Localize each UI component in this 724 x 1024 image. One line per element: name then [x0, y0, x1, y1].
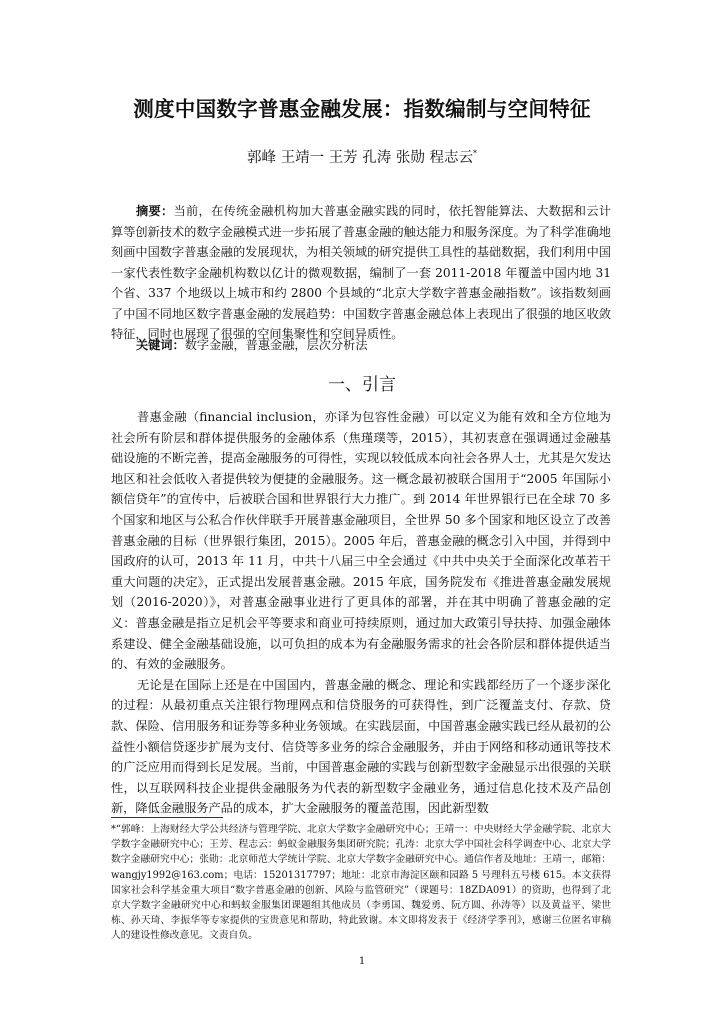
author-names: 郭峰 王靖一 王芳 孔涛 张勋 程志云 — [246, 150, 474, 166]
abstract-label: 摘要： — [136, 204, 174, 218]
author-footnote: *“郭峰：上海财经大学公共经济与管理学院、北京大学数字金融研究中心；王靖一：中央财经大学金融学院、北京大学数字金融研究中心；王芳、程志云：蚂蚁金融服务集团研究院；孔涛：北京大学中国社会科学调查中心、北京大学数字金融研究中心；张勋：北京师范大学统计学院、北京大学数字金融研究中心。通信作者及地址：王靖一，邮箱：wangjy1992@163.com；电话：15201317797；地址：北京市海淀区颐和园路 5 号理科五号楼 615。本文获得国家社会科学基金重大项目“数字普惠金融的创新、风险与监管研究”（课题号：18ZDA091）的资助，也得到了北京大学数字金融研究中心和蚂蚁金服集团课题组其他成员（李勇国、魏爱勇、阮方圆、孙涛等）以及黄益平、梁世栋、孙天琦、李振华等专家提供的宝贵意见和帮助，特此致谢。本文即将发表于《经济学季刊》，感谢三位匿名审稿人的建设性修改意见。文责自负。 — [111, 824, 611, 942]
body-paragraph: 无论是在国际上还是在中国国内，普惠金融的概念、理论和实践都经历了一个逐步深化的过程：从最初重点关注银行物理网点和信贷服务的可获得性，到广泛覆盖支付、存款、贷款、保险、信用服务和证券等多种业务领域。在实践层面，中国普惠金融实践已经从最初的公益性小额信贷逐步扩展为支付、信贷等多业务的综合金融服务，并由于网络和移动通讯等技术的广泛应用而得到长足发展。当前，中国普惠金融的实践与创新型数字金融显示出很强的关联性，以互联网科技企业提供金融服务为代表的新型数字金融业务，通过信息化技术及产品创新，降低金融服务产品的成本，扩大金融服务的覆盖范围，因此新型数 — [111, 677, 611, 816]
section-heading-introduction: 一、引言 — [328, 375, 396, 395]
abstract — [111, 201, 611, 345]
section-body — [111, 407, 611, 819]
author-footnote-mark: * — [473, 149, 478, 159]
body-paragraph: 普惠金融（financial inclusion，亦译为包容性金融）可以定义为能有效和全方位地为社会所有阶层和群体提供服务的金融体系（焦瑾璞等，2015），其初衷意在强调通过金融基础设施的不断完善，提高金融服务的可得性，实现以较低成本向社会各界人士，尤其是欠发达地区和社会低收入者提供较为便捷的金融服务。这一概念最初被联合国用于“2005 年国际小额信贷年”的宣传中，后被联合国和世界银行大力推广。到 2014 年世界银行已在全球 70 多个国家和地区与公私合作伙伴联手开展普惠金融项目，全世界 50 多个国家和地区设立了改善普惠金融的目标（世界银行集团，2015）。2005 年后，普惠金融的概念引入中国，并得到中国政府的认可，2013 年 11 月，中共十八届三中全会通过《中共中央关于全面深化改革若干重大问题的决定》，正式提出发展普惠金融。2015 年底，国务院发布《推进普惠金融发展规划（2016-2020）》，对普惠金融事业进行了更具体的部署，并在其中明确了普惠金融的定义：普惠金融是指立足机会平等要求和商业可持续原则，通过加大政策引导扶持、加强金融体系建设、健全金融基础设施，以可负担的成本为有金融服务需求的社会各阶层和群体提供适当的、有效的金融服务。 — [111, 410, 611, 672]
keywords-label: 关键词： — [136, 338, 185, 352]
page-number: 1 — [358, 956, 366, 967]
keywords-text: 数字金融，普惠金融，层次分析法 — [184, 338, 368, 352]
author-list — [0, 146, 724, 167]
footnote-divider — [111, 817, 223, 818]
paper-title: 测度中国数字普惠金融发展：指数编制与空间特征 — [133, 97, 591, 121]
abstract-text: 当前，在传统金融机构加大普惠金融实践的同时，依托智能算法、大数据和云计算等创新技术的数字金融模式进一步拓展了普惠金融的触达能力和服务深度。为了科学准确地刻画中国数字普惠金融的发展现状，为相关领域的研究提供工具性的基础数据，我们利用中国一家代表性数字金融机构数以亿计的微观数据，编制了一套 2011-2018 年覆盖中国内地 31 个省、337 个地级以上城市和约 2800 个县域的“北京大学数字普惠金融指数”。该指数刻画了中国不同地区数字普惠金融的发展趋势：中国数字普惠金融总体上表现出了很强的地区收敛特征，同时也展现了很强的空间集聚性和空间异质性。 — [111, 204, 612, 341]
keywords — [136, 335, 616, 355]
